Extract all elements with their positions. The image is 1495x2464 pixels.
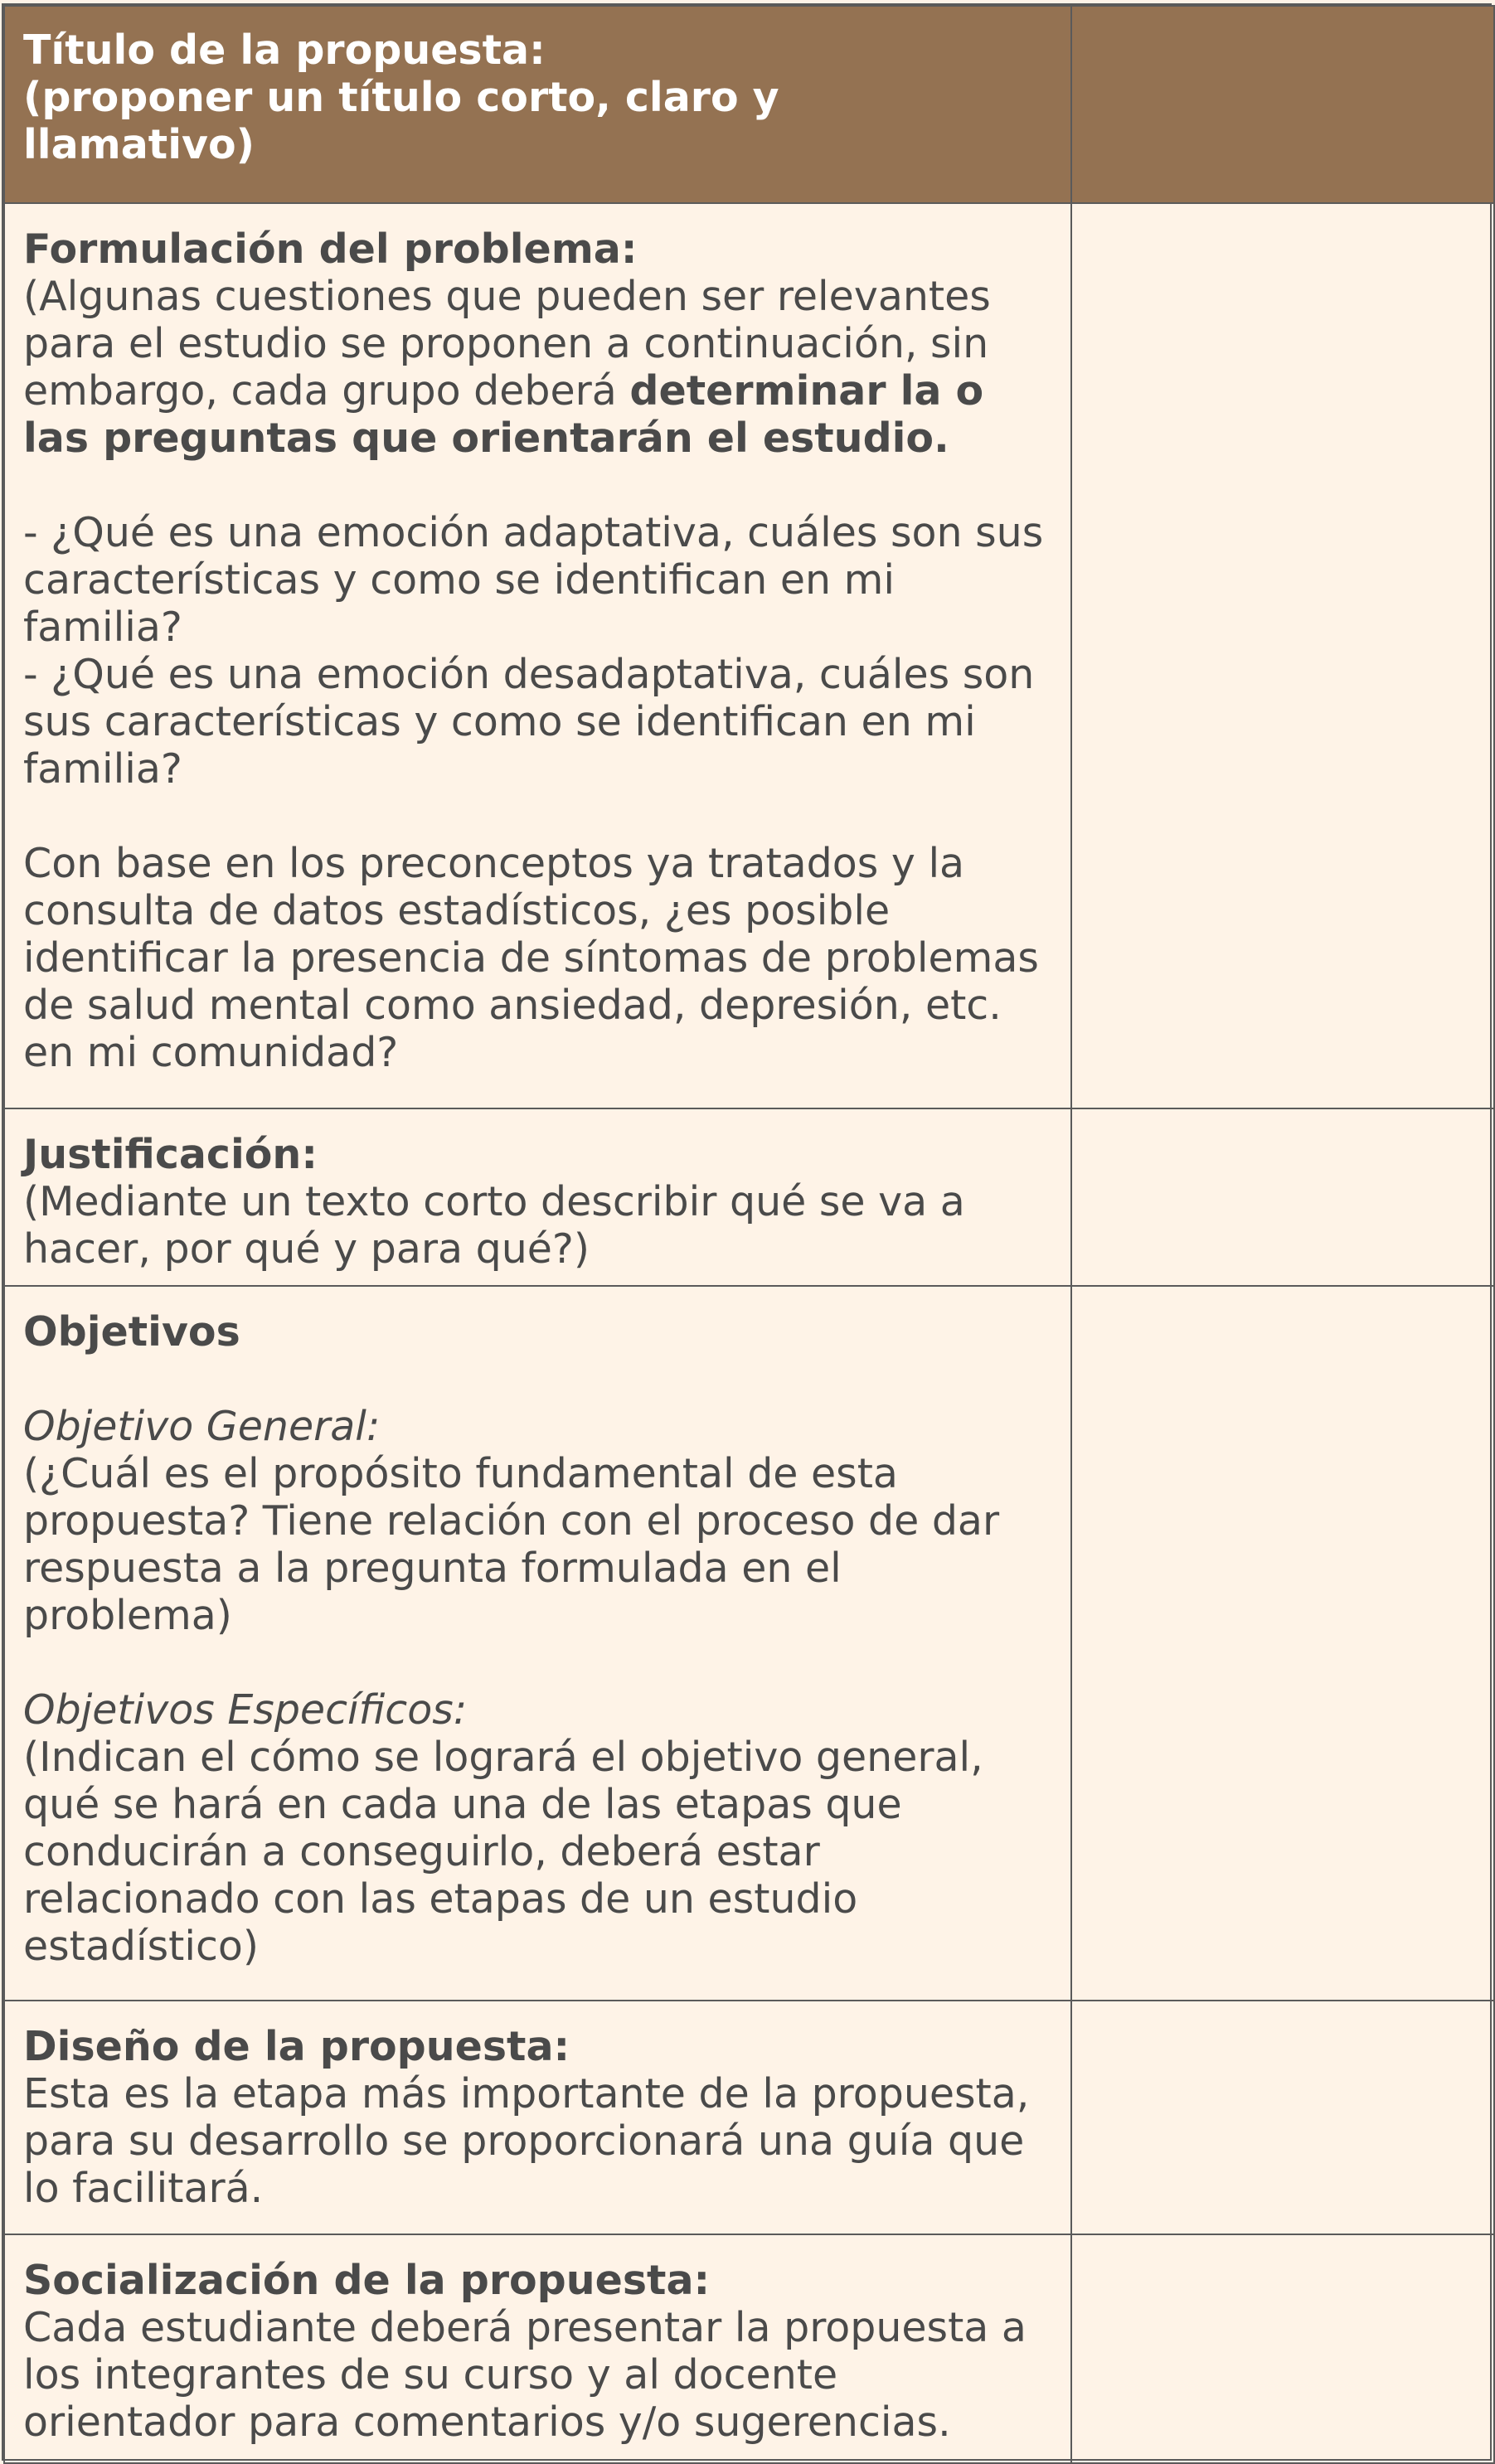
problema-question-1: - ¿Qué es una emoción adaptativa, cuáles son sus características y como se identifican en mi familia? (23, 509, 1044, 651)
cell-titulo-answer[interactable] (1071, 6, 1494, 203)
socializacion-text: Cada estudiante deberá presentar la propuesta a los integrantes de su curso y al docente orientador para comentarios y/o sugerencias. (23, 2304, 1027, 2446)
diseno-text: Esta es la etapa más importante de la propuesta, para su desarrollo se proporcionará una guía que lo facilitará. (23, 2070, 1030, 2212)
justificacion-text: (Mediante un texto corto describir qué se va a hacer, por qué y para qué?) (23, 1178, 965, 1273)
cell-socializacion-answer[interactable] (1071, 2234, 1494, 2463)
cell-diseno-label (4, 2001, 1071, 2234)
problema-question-2: - ¿Qué es una emoción desadaptativa, cuáles son sus características y como se identifican en mi familia? (23, 651, 1035, 793)
cell-socializacion-label (4, 2234, 1071, 2463)
cell-objetivos-answer[interactable] (1071, 1286, 1494, 2001)
table-row-objetivos (4, 1286, 1494, 2001)
table-row-problema (4, 203, 1494, 1108)
cell-titulo-label (4, 6, 1071, 203)
table-row-titulo (4, 6, 1494, 203)
problema-intro-bold: determinar la o las preguntas que orientarán el estudio. (23, 367, 984, 462)
diseno-heading: Diseño de la propuesta: (23, 2023, 570, 2070)
problema-intro: (Algunas cuestiones que pueden ser relevantes para el estudio se proponen a continuación, sin embargo, cada grupo deberá (23, 273, 991, 415)
socializacion-heading: Socialización de la propuesta: (23, 2257, 711, 2304)
table-row-justificacion (4, 1108, 1494, 1286)
objetivos-especificos-text: (Indican el cómo se logrará el objetivo general, qué se hará en cada una de las etapas que conducirán a conseguirlo, deberá estar relacionado con las etapas de un estudio estadístico) (23, 1734, 983, 1970)
table-row-socializacion (4, 2234, 1494, 2463)
cell-diseno-answer[interactable] (1071, 2001, 1494, 2234)
cell-problema-label (4, 203, 1071, 1108)
titulo-heading: Título de la propuesta: (23, 27, 546, 74)
table-row-diseno (4, 2001, 1494, 2234)
problema-heading: Formulación del problema: (23, 226, 638, 273)
cell-problema-answer[interactable] (1071, 203, 1494, 1108)
problema-question-3: Con base en los preconceptos ya tratados y la consulta de datos estadísticos, ¿es posible identificar la presencia de síntomas de problemas de salud mental como ansiedad, depresión, etc. en mi comunidad? (23, 840, 1039, 1076)
justificacion-heading: Justificación: (23, 1131, 318, 1178)
cell-justificacion-answer[interactable] (1071, 1108, 1494, 1286)
proposal-table-wrapper (2, 3, 1492, 2461)
objetivos-heading: Objetivos (23, 1308, 240, 1356)
objetivos-especificos-label: Objetivos Específicos: (23, 1686, 468, 1734)
objetivo-general-label: Objetivo General: (23, 1403, 381, 1450)
cell-objetivos-label (4, 1286, 1071, 2001)
objetivo-general-text: (¿Cuál es el propósito fundamental de esta propuesta? Tiene relación con el proceso de dar respuesta a la pregunta formulada en el problema) (23, 1450, 1000, 1639)
cell-justificacion-label (4, 1108, 1071, 1286)
problema-intro-block (23, 273, 1054, 462)
titulo-instruction: (proponer un título corto, claro y llamativo) (23, 74, 779, 168)
proposal-table (3, 5, 1495, 2464)
